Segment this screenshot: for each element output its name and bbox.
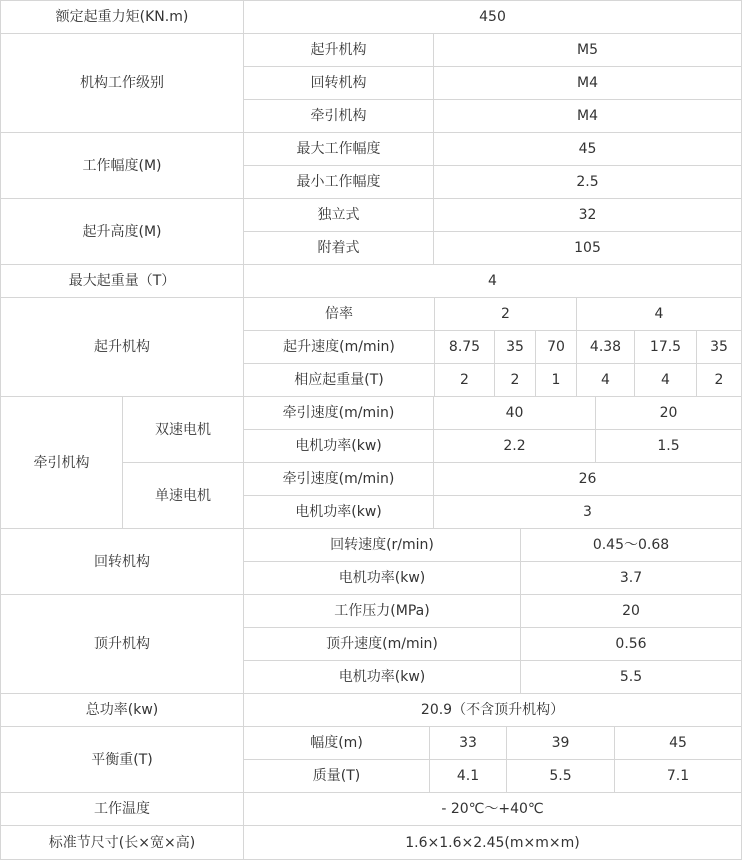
hoist-speed-value: 17.5 — [634, 330, 697, 364]
work-class-label: 机构工作级别 — [0, 33, 244, 133]
trolley-single-label: 单速电机 — [122, 462, 244, 529]
lift-height-row-value: 32 — [433, 198, 742, 232]
work-range-label: 工作幅度(M) — [0, 132, 244, 199]
jacking-row-value: 20 — [520, 594, 742, 628]
work-class-row-value: M5 — [433, 33, 742, 67]
temperature-label: 工作温度 — [0, 792, 244, 826]
trolley-dual-label: 双速电机 — [122, 396, 244, 463]
counterweight-mass-label: 质量(T) — [243, 759, 430, 793]
counterweight-mass-value: 5.5 — [506, 759, 615, 793]
work-class-row-label: 起升机构 — [243, 33, 434, 67]
hoist-load-value: 2 — [696, 363, 742, 397]
work-range-row-value: 2.5 — [433, 165, 742, 199]
slewing-row-label: 回转速度(r/min) — [243, 528, 521, 562]
jacking-row-label: 电机功率(kw) — [243, 660, 521, 694]
counterweight-label: 平衡重(T) — [0, 726, 244, 793]
hoist-load-label: 相应起重量(T) — [243, 363, 435, 397]
hoist-load-value: 1 — [535, 363, 577, 397]
trolley-dual-power-value: 1.5 — [595, 429, 742, 463]
jacking-row-value: 0.56 — [520, 627, 742, 661]
lift-height-row-label: 附着式 — [243, 231, 434, 265]
work-class-row-label: 牵引机构 — [243, 99, 434, 133]
slewing-row-label: 电机功率(kw) — [243, 561, 521, 595]
work-range-row-label: 最小工作幅度 — [243, 165, 434, 199]
trolley-single-power-value: 3 — [433, 495, 742, 529]
trolley-dual-speed-value: 40 — [433, 396, 596, 430]
trolley-single-power-label: 电机功率(kw) — [243, 495, 434, 529]
trolley-single-speed-label: 牵引速度(m/min) — [243, 462, 434, 496]
hoist-ratio-value: 4 — [576, 297, 742, 331]
temperature-value: - 20℃～+40℃ — [243, 792, 742, 826]
work-range-row-value: 45 — [433, 132, 742, 166]
counterweight-range-value: 33 — [429, 726, 507, 760]
max-load-label: 最大起重量（T） — [0, 264, 244, 298]
counterweight-range-value: 39 — [506, 726, 615, 760]
jacking-label: 顶升机构 — [0, 594, 244, 694]
hoist-ratio-value: 2 — [434, 297, 577, 331]
jacking-row-value: 5.5 — [520, 660, 742, 694]
hoist-speed-value: 35 — [494, 330, 536, 364]
slewing-label: 回转机构 — [0, 528, 244, 595]
hoist-load-value: 4 — [576, 363, 635, 397]
hoist-speed-value: 70 — [535, 330, 577, 364]
hoist-load-value: 2 — [434, 363, 495, 397]
hoist-label: 起升机构 — [0, 297, 244, 397]
hoist-load-value: 2 — [494, 363, 536, 397]
hoist-speed-value: 35 — [696, 330, 742, 364]
lift-height-label: 起升高度(M) — [0, 198, 244, 265]
jacking-row-label: 顶升速度(m/min) — [243, 627, 521, 661]
counterweight-mass-value: 7.1 — [614, 759, 742, 793]
trolley-dual-speed-label: 牵引速度(m/min) — [243, 396, 434, 430]
work-class-row-value: M4 — [433, 99, 742, 133]
work-class-row-value: M4 — [433, 66, 742, 100]
counterweight-range-label: 幅度(m) — [243, 726, 430, 760]
hoist-speed-value: 8.75 — [434, 330, 495, 364]
hoist-ratio-label: 倍率 — [243, 297, 435, 331]
slewing-row-value: 3.7 — [520, 561, 742, 595]
hoist-speed-value: 4.38 — [576, 330, 635, 364]
counterweight-range-value: 45 — [614, 726, 742, 760]
hoist-speed-label: 起升速度(m/min) — [243, 330, 435, 364]
trolley-dual-speed-value: 20 — [595, 396, 742, 430]
rated-moment-label: 额定起重力矩(KN.m) — [0, 0, 244, 34]
work-range-row-label: 最大工作幅度 — [243, 132, 434, 166]
section-size-value: 1.6×1.6×2.45(m×m×m) — [243, 825, 742, 860]
lift-height-row-value: 105 — [433, 231, 742, 265]
total-power-label: 总功率(kw) — [0, 693, 244, 727]
trolley-label: 牵引机构 — [0, 396, 123, 529]
trolley-dual-power-label: 电机功率(kw) — [243, 429, 434, 463]
counterweight-mass-value: 4.1 — [429, 759, 507, 793]
section-size-label: 标准节尺寸(长×宽×高) — [0, 825, 244, 860]
slewing-row-value: 0.45～0.68 — [520, 528, 742, 562]
work-class-row-label: 回转机构 — [243, 66, 434, 100]
max-load-value: 4 — [243, 264, 742, 298]
lift-height-row-label: 独立式 — [243, 198, 434, 232]
trolley-single-speed-value: 26 — [433, 462, 742, 496]
jacking-row-label: 工作压力(MPa) — [243, 594, 521, 628]
total-power-value: 20.9（不含顶升机构） — [243, 693, 742, 727]
hoist-load-value: 4 — [634, 363, 697, 397]
rated-moment-value: 450 — [243, 0, 742, 34]
trolley-dual-power-value: 2.2 — [433, 429, 596, 463]
